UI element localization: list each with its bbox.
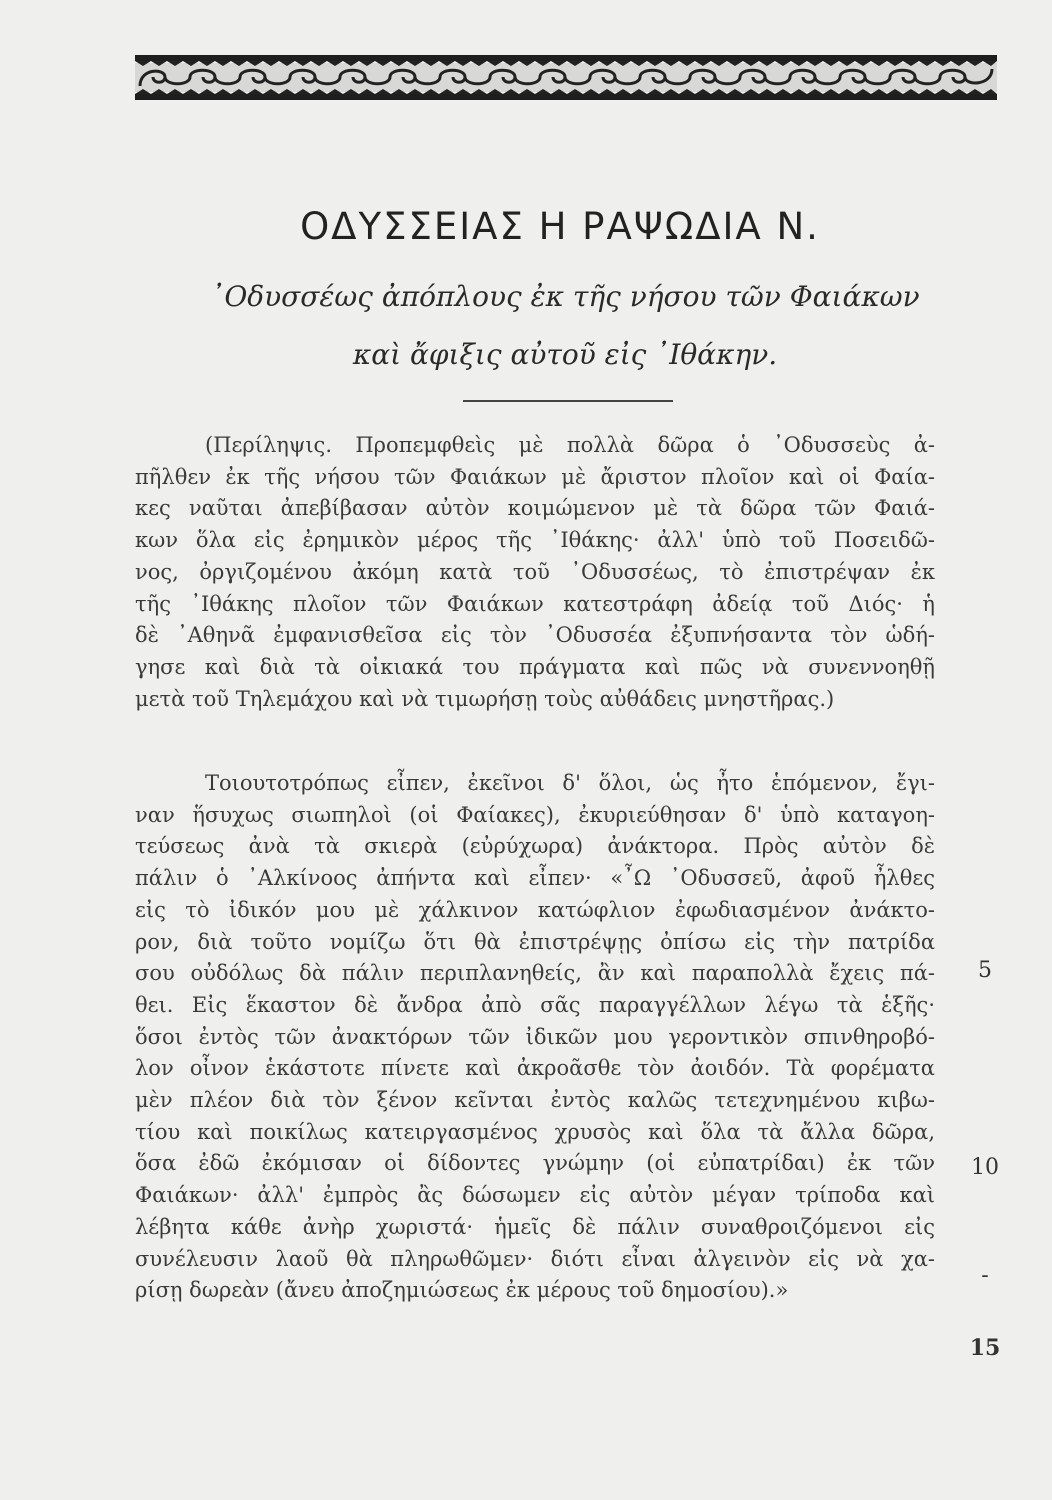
- body-line: τεύσεως ἀνὰ τὰ σκιερὰ (εὐρύχωρα) ἀνάκτορα. Πρὸς αὐτὸν δὲ: [135, 834, 935, 859]
- body-line: σου οὐδόλως δὰ πάλιν περιπλανηθείς, ἂν καὶ παραπολλὰ ἔχεις πά-: [135, 961, 935, 986]
- body-line: λέβητα κάθε ἀνὴρ χωριστά· ἡμεῖς δὲ πάλιν συναθροιζόμενοι εἰς: [135, 1214, 935, 1239]
- body-line: μὲν πλέον διὰ τὸν ξένον κεῖνται ἐντὸς καλῶς τετεχνημένου κιβω-: [135, 1088, 935, 1113]
- summary-line: τῆς ᾿Ιθάκης πλοῖον τῶν Φαιάκων κατεστράφη ἀδείᾳ τοῦ Διός· ἡ: [135, 591, 935, 616]
- body-line: ναν ἥσυχως σιωπηλοὶ (οἱ Φαίακες), ἐκυριεύθησαν δ' ὑπὸ καταγοη-: [135, 802, 935, 827]
- body-line: ὅσοι ἐντὸς τῶν ἀνακτόρων τῶν ἰδικῶν μου γεροντικὸν σπινθηροβό-: [135, 1024, 935, 1049]
- summary-line: νος, ὀργιζομένου ἀκόμη κατὰ τοῦ ᾿Οδυσσέως, τὸ ἐπιστρέψαν ἐκ: [135, 559, 935, 584]
- body-line: ρίσῃ δωρεὰν (ἄνευ ἀποζημιώσεως ἐκ μέρους τοῦ δημοσίου).»: [135, 1278, 789, 1303]
- summary-line: (Περίληψις. Προπεμφθεὶς μὲ πολλὰ δῶρα ὁ ᾿Οδυσσεὺς ἀ-: [205, 433, 935, 457]
- body-paragraph: [135, 768, 935, 1307]
- summary-line: μετὰ τοῦ Τηλεμάχου καὶ νὰ τιμωρήσῃ τοὺς αὐθάδεις μνηστῆρας.): [135, 686, 835, 711]
- body-line: ρον, διὰ τοῦτο νομίζω ὅτι θὰ ἐπιστρέψῃς ὀπίσω εἰς τὴν πατρίδα: [135, 929, 935, 954]
- summary-line: κων ὅλα εἰς ἐρημικὸν μέρος τῆς ᾿Ιθάκης· ἀλλ' ὑπὸ τοῦ Ποσειδῶ-: [135, 528, 935, 553]
- body-line: εἰς τὸ ἰδικόν μου μὲ χάλκινον κατώφλιον ἐφωδιασμένον ἀνάκτο-: [135, 897, 935, 922]
- summary-line: κες ναῦται ἀπεβίβασαν αὐτὸν κοιμώμενον μὲ τὰ δῶρα τῶν Φαιά-: [135, 496, 935, 521]
- line-number-dash: -: [981, 1263, 989, 1288]
- body-line: λον οἶνον ἑκάστοτε πίνετε καὶ ἀκροᾶσθε τὸν ἀοιδόν. Τὰ φορέματα: [135, 1056, 935, 1081]
- line-number-15: 15: [969, 1335, 1001, 1361]
- body-line: πάλιν ὁ ᾿Αλκίνοος ἀπήντα καὶ εἶπεν· «῏Ω ᾿Οδυσσεῦ, ἀφοῦ ἦλθες: [135, 866, 935, 891]
- body-line: ὅσα ἐδῶ ἐκόμισαν οἱ δίδοντες γνώμην (οἱ εὐπατρίδαι) ἐκ τῶν: [135, 1151, 935, 1176]
- body-line: Τοιουτοτρόπως εἶπεν, ἐκεῖνοι δ' ὅλοι, ὡς ἦτο ἑπόμενον, ἔγι-: [205, 771, 935, 795]
- greek-key-border-icon: [135, 55, 997, 100]
- body-line: θει. Εἰς ἕκαστον δὲ ἄνδρα ἀπὸ σᾶς παραγγέλλων λέγω τὰ ἑξῆς·: [135, 992, 935, 1017]
- summary-line: πῆλθεν ἐκ τῆς νήσου τῶν Φαιάκων μὲ ἄριστον πλοῖον καὶ οἱ Φαία-: [135, 464, 935, 489]
- line-number-5: 5: [978, 958, 992, 983]
- line-number-10: 10: [971, 1155, 999, 1180]
- summary-line: γησε καὶ διὰ τὰ οἰκιακά του πράγματα καὶ πῶς νὰ συνεννοηθῇ: [135, 654, 935, 679]
- summary-line: δὲ ᾿Αθηνᾶ ἐμφανισθεῖσα εἰς τὸν ᾿Οδυσσέα ἐξυπνήσαντα τὸν ὡδή-: [135, 623, 935, 648]
- chapter-subtitle-line-1: ᾿Οδυσσέως ἀπόπλους ἐκ τῆς νήσου τῶν Φαιάκων: [210, 280, 920, 313]
- body-line: συνέλευσιν λαοῦ θὰ πληρωθῶμεν· διότι εἶναι ἀλγεινὸν εἰς νὰ χα-: [135, 1246, 935, 1271]
- summary-paragraph: [135, 430, 935, 715]
- body-line: τίου καὶ ποικίλως κατειργασμένος χρυσὸς καὶ ὅλα τὰ ἄλλα δῶρα,: [135, 1119, 935, 1144]
- body-line: Φαιάκων· ἀλλ' ἐμπρὸς ἂς δώσωμεν εἰς αὐτὸν μέγαν τρίποδα καὶ: [135, 1183, 935, 1208]
- title-divider: [463, 400, 673, 402]
- chapter-title: ΟΔΥΣΣΕΙΑΣ Η ΡΑΨΩΔΙΑ Ν.: [300, 205, 820, 248]
- chapter-subtitle-line-2: καὶ ἄφιξις αὐτοῦ εἰς ᾿Ιθάκην.: [352, 338, 778, 371]
